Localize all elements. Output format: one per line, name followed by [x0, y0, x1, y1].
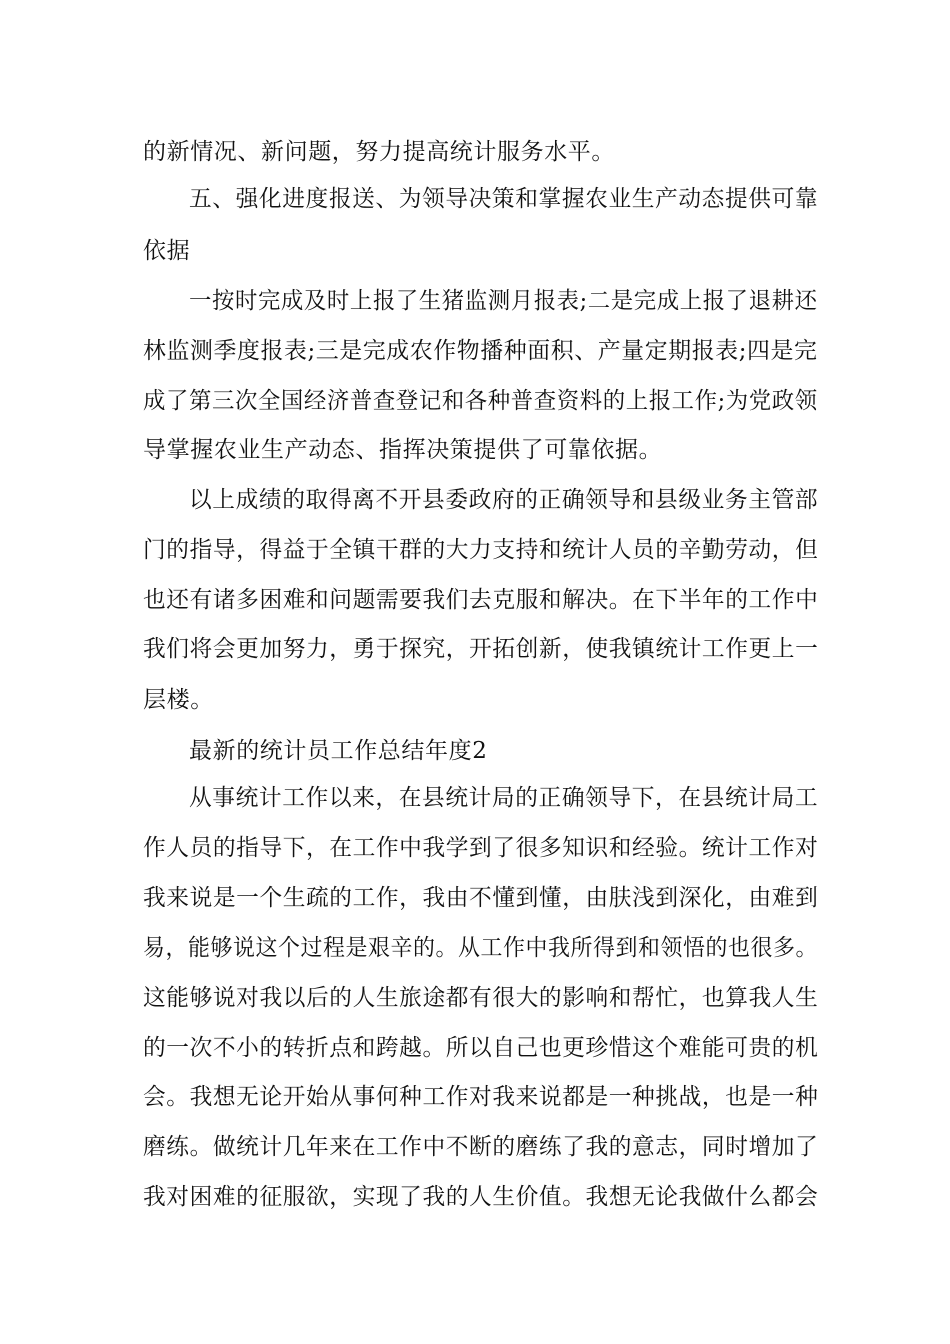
text-line: 的一次不小的转折点和跨越。所以自己也更珍惜这个难能可贵的机 — [143, 1035, 819, 1061]
section-heading: 最新的统计员工作总结年度2 — [189, 738, 488, 764]
text-line: 这能够说对我以后的人生旅途都有很大的影响和帮忙，也算我人生 — [143, 985, 819, 1011]
text-line: 我对困难的征服欲，实现了我的人生价值。我想无论我做什么都会 — [143, 1184, 819, 1210]
text-line: 会。我想无论开始从事何种工作对我来说都是一种挑战，也是一种 — [143, 1084, 819, 1110]
text-line: 成了第三次全国经济普查登记和各种普查资料的上报工作;为党政领 — [143, 388, 818, 414]
text-line: 也还有诸多困难和问题需要我们去克服和解决。在下半年的工作中 — [143, 587, 819, 613]
text-line: 导掌握农业生产动态、指挥决策提供了可靠依据。 — [143, 437, 663, 463]
text-line: 门的指导，得益于全镇干群的大力支持和统计人员的辛勤劳动，但 — [143, 537, 819, 563]
text-line: 依据 — [143, 238, 191, 264]
section-heading: 五、强化进度报送、为领导决策和掌握农业生产动态提供可靠 — [189, 186, 819, 212]
text-line: 易，能够说这个过程是艰辛的。从工作中我所得到和领悟的也很多。 — [143, 935, 819, 961]
text-line: 层楼。 — [143, 687, 214, 713]
text-line: 的新情况、新问题，努力提高统计服务水平。 — [143, 139, 615, 165]
text-line: 作人员的指导下，在工作中我学到了很多知识和经验。统计工作对 — [143, 835, 819, 861]
text-line: 从事统计工作以来，在县统计局的正确领导下，在县统计局工 — [189, 785, 819, 811]
text-line: 磨练。做统计几年来在工作中不断的磨练了我的意志，同时增加了 — [143, 1134, 819, 1160]
text-line: 以上成绩的取得离不开县委政府的正确领导和县级业务主管部 — [189, 487, 819, 513]
text-line: 林监测季度报表;三是完成农作物播种面积、产量定期报表;四是完 — [143, 338, 818, 364]
text-line: 一按时完成及时上报了生猪监测月报表;二是完成上报了退耕还 — [189, 288, 818, 314]
text-line: 我来说是一个生疏的工作，我由不懂到懂，由肤浅到深化，由难到 — [143, 885, 819, 911]
text-line: 我们将会更加努力，勇于探究，开拓创新，使我镇统计工作更上一 — [143, 636, 819, 662]
